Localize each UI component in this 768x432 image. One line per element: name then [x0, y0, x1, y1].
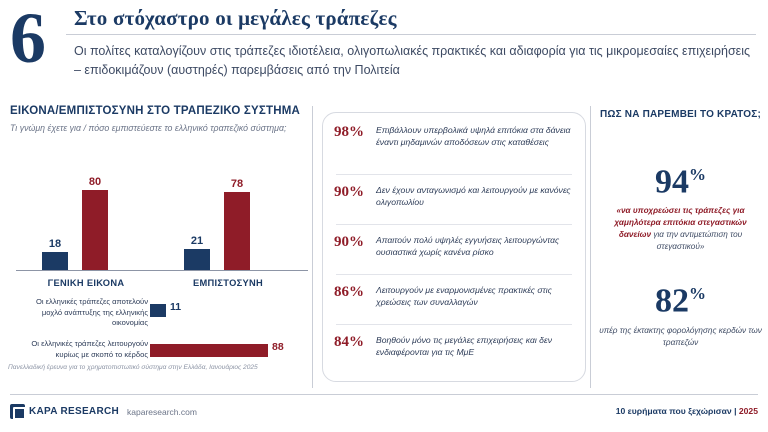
finding-text-4: Λειτουργούν με εναρμονισμένες πρακτικές στις χρεώσεις των συναλλαγών: [376, 285, 552, 308]
bar-group-general-image: [24, 170, 144, 270]
bar-negative-1: [82, 170, 108, 270]
divider-left-middle: [312, 106, 313, 388]
finding-separator-3: [336, 274, 572, 275]
header-divider: [66, 34, 756, 35]
bar-fill-negative-1: [82, 190, 108, 270]
finding-pct-1: 98%: [334, 124, 364, 140]
statement-text-growth: Οι ελληνικές τράπεζες αποτελούν μοχλό ανάπτυξης της ελληνικής οικονομίας: [35, 297, 148, 327]
horizontal-bar-chart: [10, 295, 310, 375]
page-subtitle: Οι πολίτες καταλογίζουν στις τράπεζες ιδιοτέλεια, ολιγοπωλιακές πρακτικές και αδιαφορία για τις μικρομεσαίες επιχειρήσεις – επιδοκιμάζουν (αυστηρές) παρεμβάσεις από την Πολιτεία: [74, 44, 751, 77]
stat-2-caption: υπέρ της έκτακτης φορολόγησης κερδών των τραπεζών: [599, 325, 762, 347]
statement-value-profit: 88: [272, 341, 284, 353]
bar-fill-positive-2: [184, 249, 210, 270]
page-title: Στο στόχαστρο οι μεγάλες τράπεζες: [74, 6, 397, 30]
source-note: Πανελλαδική έρευνα για το χρηματοπιστωτικό σύστημα στην Ελλάδα, Ιανουάριος 2025: [8, 364, 258, 371]
finding-pct-2: 90%: [334, 184, 364, 200]
left-panel-subtitle: Τι γνώμη έχετε για / πόσο εμπιστεύεστε το ελληνικό τραπεζικό σύστημα;: [10, 123, 287, 133]
footer-divider: [10, 394, 758, 395]
category-label-trust: ΕΜΠΙΣΤΟΣΥΝΗ: [192, 278, 264, 288]
left-panel-title: ΕΙΚΟΝΑ/ΕΜΠΙΣΤΟΣΥΝΗ ΣΤΟ ΤΡΑΠΕΖΙΚΟ ΣΥΣΤΗΜΑ: [10, 105, 300, 117]
finding-item-5: [334, 334, 574, 359]
footer-caption-text: 10 ευρήματα που ξεχώρισαν |: [615, 406, 739, 416]
stat-1-caption: [598, 205, 763, 253]
stat-2-symbol: %: [689, 284, 706, 304]
stat-1-caption-rest: για την αντιμετώπιση του στεγαστικού»: [651, 230, 743, 252]
bar-fill-negative-2: [224, 192, 250, 270]
bar-group-trust: [166, 170, 286, 270]
finding-separator-1: [336, 174, 572, 175]
footer-year: 2025: [738, 406, 758, 416]
footer: [0, 394, 768, 432]
finding-text-5: Βοηθούν μόνο τις μεγάλες επιχειρήσεις και δεν ενδιαφέρονται για τις ΜμΕ: [376, 335, 552, 358]
finding-pct-5: 84%: [334, 334, 364, 350]
divider-middle-right: [590, 106, 591, 388]
brand-logo: [10, 404, 197, 419]
finding-text-1: Επιβάλλουν υπερβολικά υψηλά επιτόκια στα δάνεια έναντι μηδαμινών αποδόσεων στις καταθέσεις: [376, 125, 571, 148]
finding-separator-4: [336, 324, 572, 325]
middle-panel: [322, 112, 584, 384]
statement-bar-profit: [150, 344, 268, 357]
right-panel: [598, 108, 763, 384]
brand-name: KAPA RESEARCH: [29, 406, 120, 417]
bar-fill-positive-1: [42, 252, 68, 270]
statement-text-profit: Οι ελληνικές τράπεζες λειτουργούν κυρίως με σκοπό το κέρδος: [31, 339, 148, 359]
stat-1-number: 94: [655, 163, 689, 201]
bar-value-positive-2: 21: [190, 235, 204, 247]
category-label-general-image: ΓΕΝΙΚΗ ΕΙΚΟΝΑ: [47, 278, 125, 288]
stat-2-value: [598, 275, 763, 320]
finding-text-2: Δεν έχουν ανταγωνισμό και λειτουργούν με κανόνες ολιγοπωλίου: [376, 185, 571, 208]
footer-caption: [616, 406, 758, 416]
chart-axis: [16, 270, 308, 271]
finding-pct-4: 86%: [334, 284, 364, 300]
bar-negative-2: [224, 170, 250, 270]
bar-positive-1: [42, 170, 68, 270]
header: [0, 0, 768, 100]
bar-value-positive-1: 18: [48, 238, 62, 250]
finding-item-1: [334, 124, 574, 149]
brand-url[interactable]: kaparesearch.com: [127, 406, 197, 417]
bar-positive-2: [184, 170, 210, 270]
bar-value-negative-1: 80: [88, 176, 102, 188]
finding-pct-3: 90%: [334, 234, 364, 250]
finding-text-3: Απαιτούν πολύ υψηλές εγγυήσεις λειτουργώντας ουσιαστικά χωρίς κανένα ρίσκο: [376, 235, 560, 258]
stat-2-number: 82: [655, 282, 689, 320]
stat-1-value: [598, 156, 763, 201]
kapa-logo-icon: [10, 404, 25, 419]
finding-item-4: [334, 284, 574, 309]
finding-separator-2: [336, 224, 572, 225]
right-panel-title: ΠΩΣ ΝΑ ΠΑΡΕΜΒΕΙ ΤΟ ΚΡΑΤΟΣ;: [599, 109, 762, 120]
stat-1-caption-highlight: «να υποχρεώσει τις τράπεζες για χαμηλότερα επιτόκια στεγαστικών δανείων: [614, 206, 747, 240]
grouped-bar-chart: [16, 157, 308, 292]
statement-bar-growth: [150, 304, 166, 317]
statement-value-growth: 11: [170, 301, 182, 313]
finding-item-2: [334, 184, 574, 209]
finding-item-3: [334, 234, 574, 259]
bar-value-negative-2: 78: [230, 178, 244, 190]
stat-1-symbol: %: [689, 165, 706, 184]
left-panel: [10, 105, 310, 385]
statement-row-growth: [10, 295, 310, 329]
header-number: 6: [10, 0, 46, 78]
